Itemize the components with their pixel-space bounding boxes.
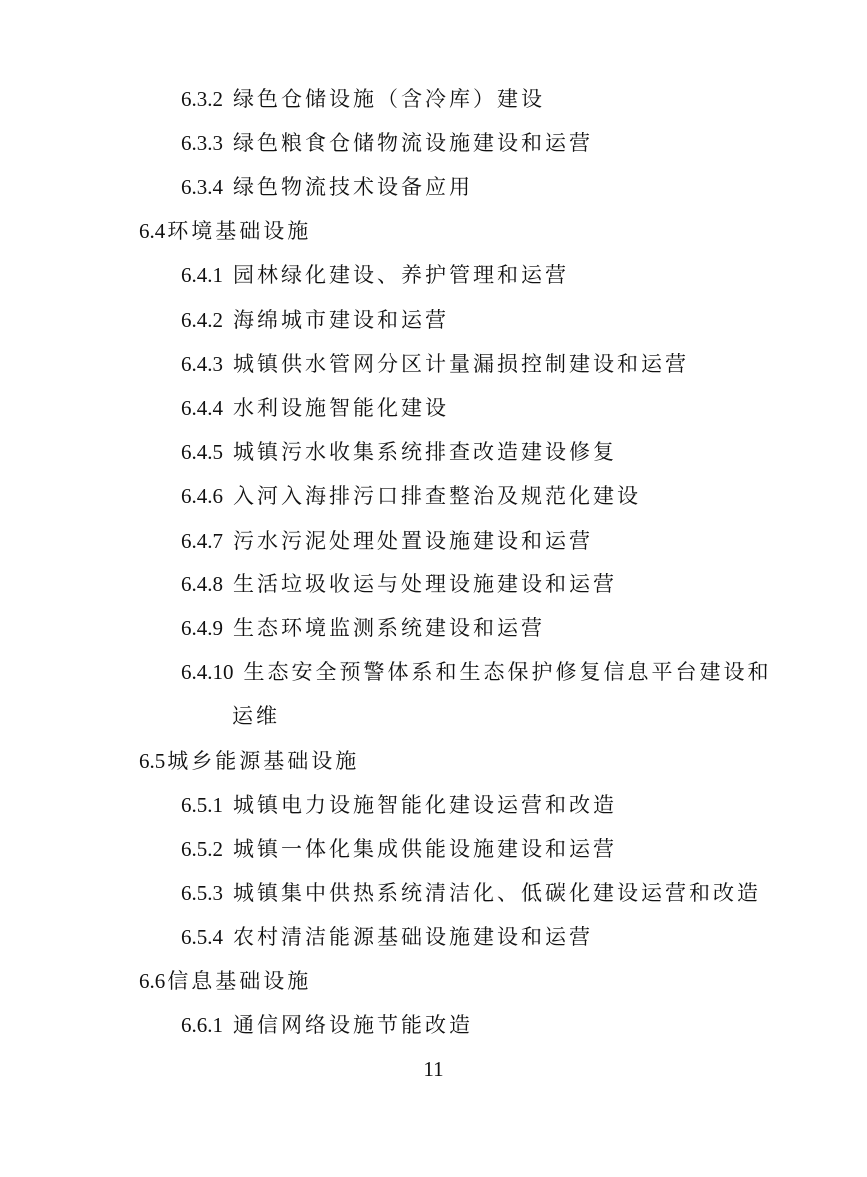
toc-entry-6-4-9 — [181, 613, 545, 643]
entry-number: 6.5.1 — [181, 793, 223, 817]
entry-number: 6.4.4 — [181, 396, 223, 420]
entry-number: 6.4.8 — [181, 572, 223, 596]
entry-title: 城镇供水管网分区计量漏损控制建设和运营 — [233, 352, 689, 376]
toc-entry-6-3-2 — [181, 84, 545, 114]
toc-entry-6-5-4 — [181, 922, 593, 952]
section-title: 城乡能源基础设施 — [167, 749, 360, 773]
toc-entry-6-5-1 — [181, 790, 617, 820]
toc-entry-6-3-3 — [181, 128, 593, 158]
toc-entry-6-4-1 — [181, 260, 569, 290]
toc-entry-6-5-2 — [181, 834, 617, 864]
page-number: 11 — [423, 1057, 444, 1081]
entry-number: 6.4.3 — [181, 352, 223, 376]
entry-title-continuation: 运维 — [232, 704, 280, 728]
toc-entry-6-4-5 — [181, 437, 617, 467]
entry-title: 绿色物流技术设备应用 — [233, 175, 473, 199]
toc-entry-6-6-1 — [181, 1010, 473, 1040]
entry-title: 生活垃圾收运与处理设施建设和运营 — [233, 572, 617, 596]
entry-title: 水利设施智能化建设 — [233, 396, 449, 420]
entry-title: 农村清洁能源基础设施建设和运营 — [233, 925, 593, 949]
toc-entry-6-4-8 — [181, 569, 617, 599]
entry-title: 城镇污水收集系统排查改造建设修复 — [233, 440, 617, 464]
entry-title: 海绵城市建设和运营 — [233, 308, 449, 332]
toc-entry-6-4-10 — [181, 657, 772, 687]
entry-number: 6.5.4 — [181, 925, 223, 949]
entry-number: 6.4.1 — [181, 263, 223, 287]
toc-entry-6-4-10-continuation — [232, 701, 280, 731]
entry-title: 城镇集中供热系统清洁化、低碳化建设运营和改造 — [233, 881, 761, 905]
entry-title: 通信网络设施节能改造 — [233, 1013, 473, 1037]
toc-entry-6-3-4 — [181, 172, 473, 202]
entry-number: 6.4.6 — [181, 484, 223, 508]
entry-number: 6.3.3 — [181, 131, 223, 155]
entry-number: 6.4.9 — [181, 616, 223, 640]
section-number: 6.6 — [139, 969, 166, 993]
entry-title: 绿色仓储设施（含冷库）建设 — [233, 87, 545, 111]
entry-title: 绿色粮食仓储物流设施建设和运营 — [233, 131, 593, 155]
entry-number: 6.3.2 — [181, 87, 223, 111]
entry-number: 6.4.2 — [181, 308, 223, 332]
toc-entry-6-4-7 — [181, 526, 593, 556]
entry-title: 生态环境监测系统建设和运营 — [233, 616, 545, 640]
toc-section-6-5 — [139, 746, 359, 776]
section-title: 信息基础设施 — [167, 969, 312, 993]
entry-title: 污水污泥处理处置设施建设和运营 — [233, 529, 593, 553]
toc-entry-6-4-3 — [181, 349, 689, 379]
toc-section-6-4 — [139, 216, 311, 246]
entry-number: 6.5.2 — [181, 837, 223, 861]
entry-number: 6.4.10 — [181, 660, 234, 684]
entry-number: 6.6.1 — [181, 1013, 223, 1037]
toc-entry-6-4-6 — [181, 481, 641, 511]
toc-entry-6-5-3 — [181, 878, 761, 908]
entry-title: 生态安全预警体系和生态保护修复信息平台建设和 — [243, 660, 772, 684]
section-number: 6.5 — [139, 749, 166, 773]
section-title: 环境基础设施 — [167, 219, 312, 243]
entry-number: 6.5.3 — [181, 881, 223, 905]
entry-title: 城镇电力设施智能化建设运营和改造 — [233, 793, 617, 817]
entry-title: 入河入海排污口排查整治及规范化建设 — [233, 484, 641, 508]
entry-title: 城镇一体化集成供能设施建设和运营 — [233, 837, 617, 861]
toc-entry-6-4-4 — [181, 393, 449, 423]
section-number: 6.4 — [139, 219, 166, 243]
toc-entry-6-4-2 — [181, 305, 449, 335]
entry-title: 园林绿化建设、养护管理和运营 — [233, 263, 569, 287]
entry-number: 6.4.7 — [181, 529, 223, 553]
entry-number: 6.3.4 — [181, 175, 223, 199]
entry-number: 6.4.5 — [181, 440, 223, 464]
toc-section-6-6 — [139, 966, 311, 996]
